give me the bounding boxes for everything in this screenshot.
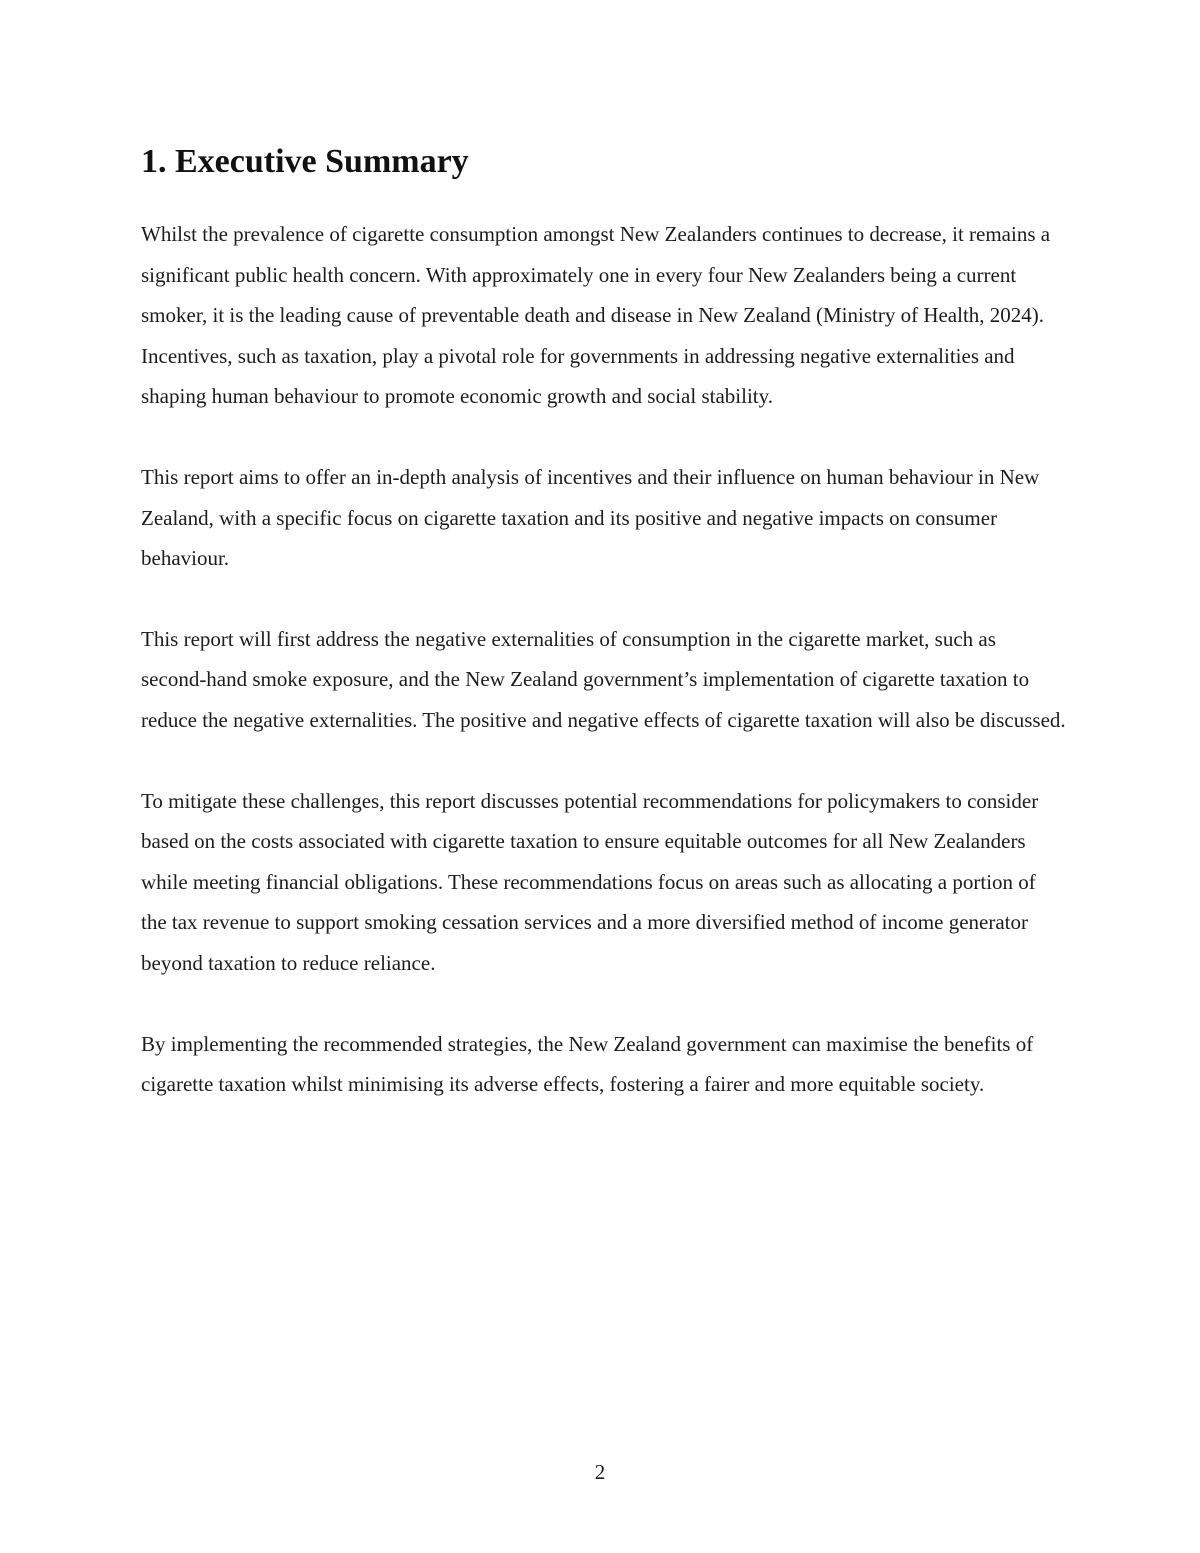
paragraph-intro: Whilst the prevalence of cigarette consumption amongst New Zealanders continues to decrease, it remains a significant public health concern. With approximately one in every four New Zealanders being a current smoker, it is the leading cause of preventable death and disease in New Zealand (Ministry of Health, 2024). Incentives, such as taxation, play a pivotal role for governments in addressing negative externalities and shaping human behaviour to promote economic growth and social stability. — [141, 222, 1051, 409]
section-heading: 1. Executive Summary — [141, 143, 469, 180]
page-number: 2 — [594, 1460, 606, 1484]
paragraph-externalities: This report will first address the negative externalities of consumption in the cigarette market, such as second-hand smoke exposure, and the New Zealand government’s implementation of cigarette taxation to reduce the negative externalities. The positive and negative effects of cigarette taxation will also be discussed. — [141, 626, 1066, 732]
paragraph-report-aim: This report aims to offer an in-depth analysis of incentives and their influence on human behaviour in New Zealand, with a specific focus on cigarette taxation and its positive and negative impacts on consumer behaviour. — [141, 464, 1040, 571]
paragraph-conclusion: By implementing the recommended strategies, the New Zealand government can maximise the benefits of cigarette taxation whilst minimising its adverse effects, fostering a fairer and more equitable society. — [141, 1031, 1034, 1097]
paragraph-recommendations: To mitigate these challenges, this report discusses potential recommendations for policymakers to consider based on the costs associated with cigarette taxation to ensure equitable outcomes for all New Zealanders while meeting financial obligations. These recommendations focus on areas such as allocating a portion of the tax revenue to support smoking cessation services and a more diversified method of income generator beyond taxation to reduce reliance. — [141, 788, 1039, 975]
page-content — [141, 140, 1066, 1145]
